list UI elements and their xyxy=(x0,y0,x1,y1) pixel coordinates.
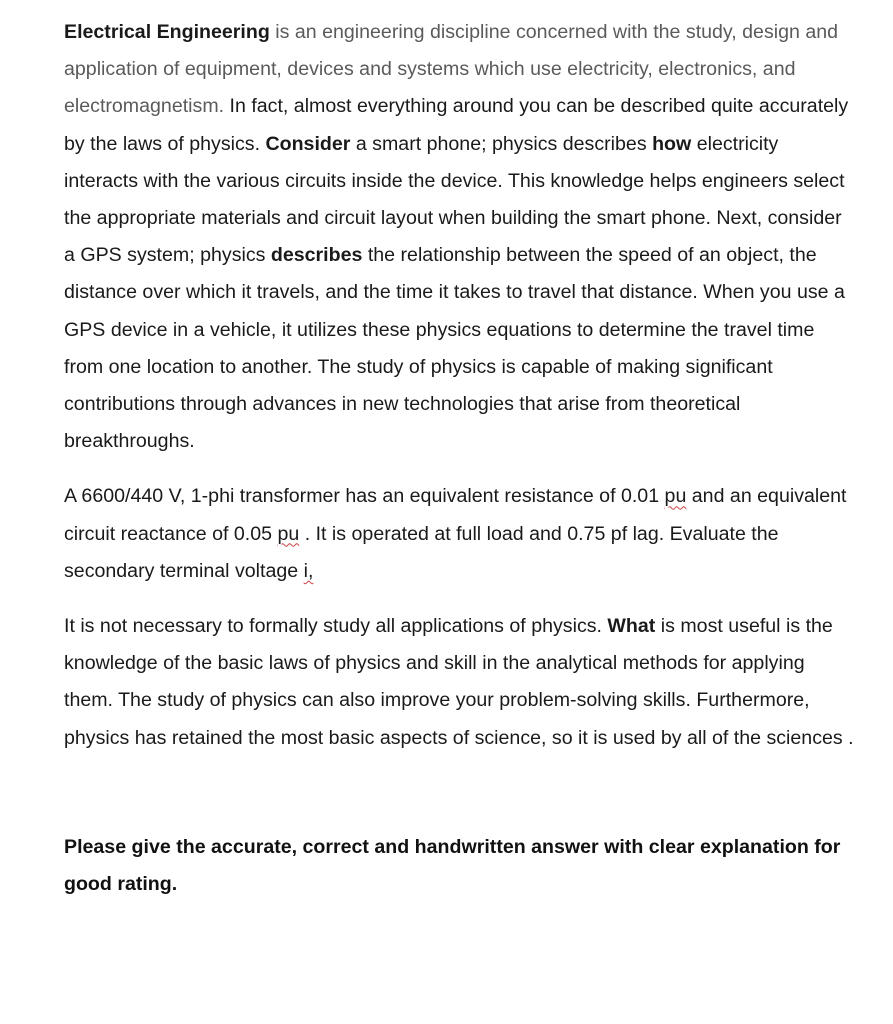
describes-word: describes xyxy=(270,244,363,267)
consider-word: Consider xyxy=(265,132,351,155)
question-part-2: and an equivalent circuit reactance of 0.05 xyxy=(64,485,847,545)
what-word: What xyxy=(607,615,656,638)
unit-pu-2: pu xyxy=(277,522,300,545)
closing-paragraph xyxy=(64,608,854,757)
intro-sentence-3: electricity interacts with the various circuits inside the device. This knowledge helps engineers select the appropriate materials and circuit layout when building the smart phone. Next, consider a GPS system; physics xyxy=(64,132,845,267)
closing-part-2: is most useful is the knowledge of the basic laws of physics and skill in the analytical methods for applying them. The study of physics can also improve your problem-solving skills. Furthermore, physics has retained the most basic aspects of science, so it is used by all of the sciences . xyxy=(64,615,854,749)
intro-paragraph xyxy=(64,14,854,460)
intro-sentence-1: In fact, almost everything around you can be described quite accurately by the laws of physics. xyxy=(64,95,849,155)
question-part-3: . It is operated at full load and 0.75 pf lag. Evaluate the secondary terminal voltage xyxy=(64,522,779,582)
intro-sentence-4: the relationship between the speed of an object, the distance over which it travels, and the time it takes to travel that distance. When you use a GPS device in a vehicle, it utilizes these physics equations to determine the travel time from one location to another. The study of physics is capable of making significant contributions through advances in new technologies that arise from theoretical breakthroughs. xyxy=(64,244,845,453)
unit-pu-1: pu xyxy=(664,485,687,508)
definition-text: is an engineering discipline concerned with the study, design and application of equipment, devices and systems which use electricity, electronics, and electromagnetism. xyxy=(64,21,839,118)
intro-sentence-2: a smart phone; physics describes xyxy=(350,132,653,155)
question-tail: i, xyxy=(303,559,314,582)
question-part-1: A 6600/440 V, 1-phi transformer has an equivalent resistance of 0.01 xyxy=(64,485,665,508)
question-paragraph xyxy=(64,478,854,590)
how-word: how xyxy=(652,132,692,155)
request-paragraph: Please give the accurate, correct and handwritten answer with clear explanation for good rating. xyxy=(64,835,841,896)
document-body xyxy=(64,14,854,903)
lead-term: Electrical Engineering xyxy=(64,21,270,43)
closing-part-1: It is not necessary to formally study all applications of physics. xyxy=(64,615,608,638)
